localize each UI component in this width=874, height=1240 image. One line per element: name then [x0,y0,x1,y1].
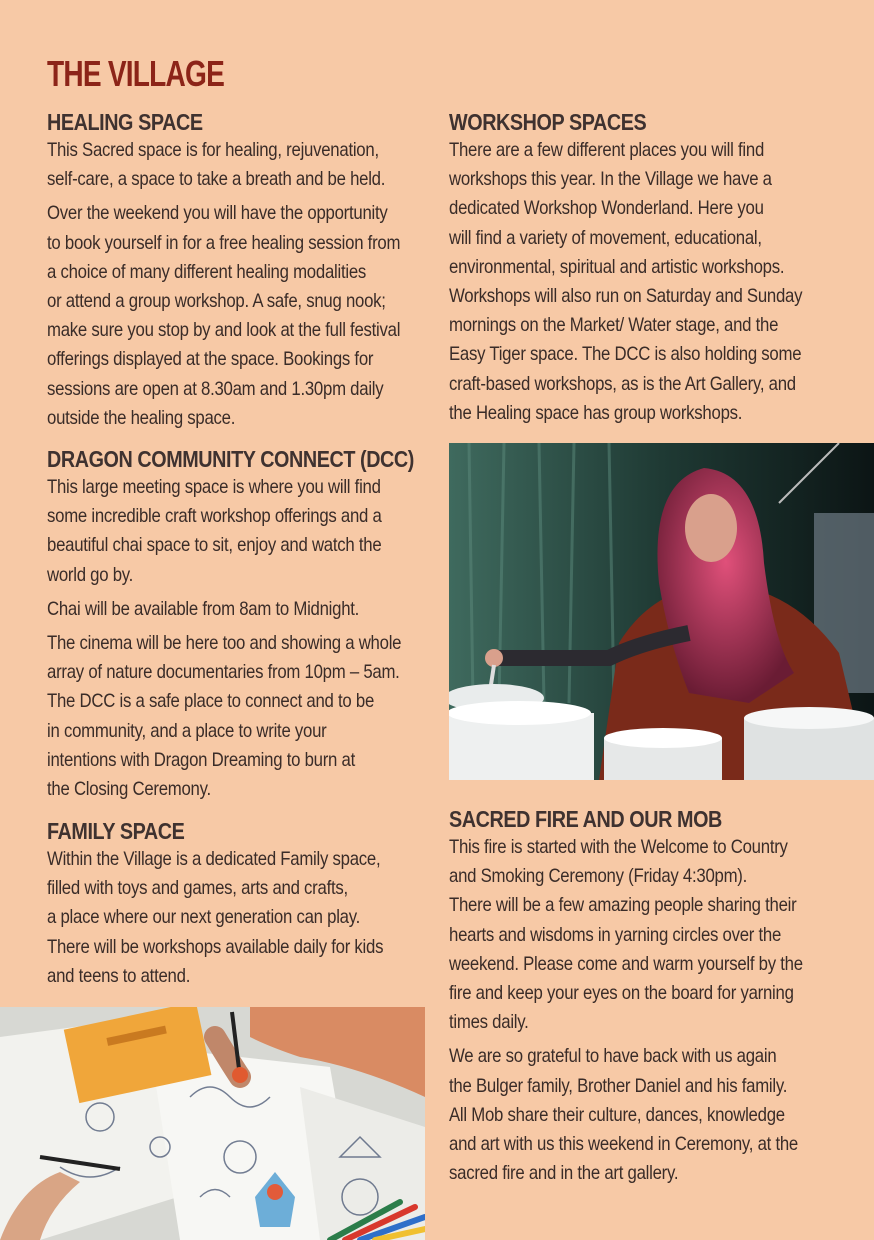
family-space-section [47,817,427,991]
sound-healer-illustration [449,443,874,780]
sacred-fire-heading: SACRED FIRE AND OUR MOB [449,806,722,832]
sacred-fire-paragraph-1: This fire is started with the Welcome to Country and Smoking Ceremony (Friday 4:30pm). There will be a few amazing people sharing their hearts and wisdoms in yarning circles over the weekend. Please come and warm yourself by the fire and keep your eyes on the board for yarning times daily. [449,836,803,1034]
healing-space-paragraph-2: Over the weekend you will have the opportunity to book yourself in for a free healing session from a choice of many different healing modalities or attend a group workshop. A safe, snug nook; make sure you stop by and look at the full festival offerings displayed at the space. Bookings for sessions are open at 8.30am and 1.30pm daily outside the healing space. [47,202,401,429]
sacred-fire-section [449,805,849,1188]
sound-healer-photo [449,443,874,780]
kids-drawing-illustration [0,1007,425,1240]
healing-space-paragraph-1: This Sacred space is for healing, rejuvenation, self-care, a space to take a breath and be held. [47,139,386,191]
kids-drawing-photo [0,1007,425,1240]
family-space-heading: FAMILY SPACE [47,818,185,844]
workshop-spaces-paragraph: There are a few different places you will find workshops this year. In the Village we have a dedicated Workshop Wonderland. Here you will find a variety of movement, educational, environmental, spiritual and artistic workshops. Workshops will also run on Saturday and Sunday mornings on the Market/ Water stage, and the Easy Tiger space. The DCC is also holding some craft-based workshops, as is the Art Gallery, and the Healing space has group workshops. [449,139,803,424]
healing-space-heading: HEALING SPACE [47,109,203,135]
dcc-paragraph-1: This large meeting space is where you will find some incredible craft workshop offerings and a beautiful chai space to sit, enjoy and watch the world go by. [47,476,382,586]
dcc-paragraph-3: The cinema will be here too and showing a whole array of nature documentaries from 10pm – 5am. The DCC is a safe place to connect and to be in community, and a place to write your intentions with Dragon Dreaming to burn at the Closing Ceremony. [47,632,402,801]
dcc-section [47,445,427,804]
dcc-heading: DRAGON COMMUNITY CONNECT (DCC) [47,446,414,472]
workshop-spaces-section [449,108,849,428]
healing-space-section [47,108,427,433]
sacred-fire-paragraph-2: We are so grateful to have back with us again the Bulger family, Brother Daniel and his family. All Mob share their culture, dances, knowledge and art with us this weekend in Ceremony, at the sacred fire and in the art gallery. [449,1045,798,1185]
dcc-paragraph-2: Chai will be available from 8am to Midnight. [47,597,360,620]
workshop-spaces-heading: WORKSHOP SPACES [449,109,647,135]
family-space-paragraph: Within the Village is a dedicated Family space, filled with toys and games, arts and crafts, a place where our next generation can play. There will be workshops available daily for kids and teens to attend. [47,848,384,987]
page-title: THE VILLAGE [47,53,225,94]
